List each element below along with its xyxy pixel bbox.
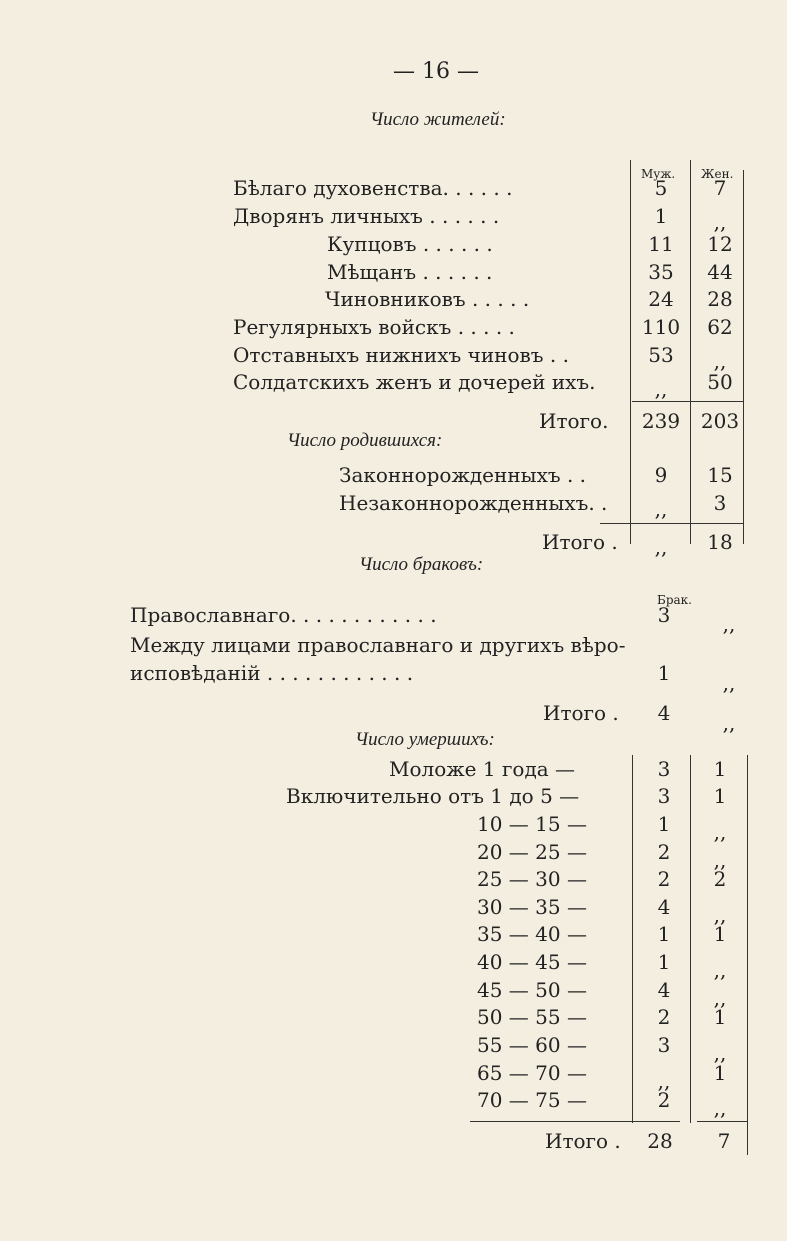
- male-value: 1: [657, 812, 671, 836]
- male-value: 35: [648, 260, 674, 284]
- female-value: 3: [713, 491, 727, 515]
- residents-total-rule: [632, 401, 744, 402]
- female-value: ,,: [713, 349, 727, 373]
- male-value: 110: [641, 315, 681, 339]
- female-value: ,,: [713, 820, 727, 844]
- male-value: 2: [657, 840, 671, 864]
- list-item-label: Незаконнорожденныхъ. .: [339, 491, 608, 515]
- female-value: 12: [707, 232, 733, 256]
- col-male-header: Муж.: [641, 167, 676, 181]
- female-value: ,,: [713, 1096, 727, 1120]
- female-value: ,,: [713, 1041, 727, 1065]
- list-item-label: Дворянъ личныхъ . . . . . .: [233, 204, 500, 228]
- male-value: 3: [657, 1033, 671, 1057]
- list-item-label: Включительно отъ 1 до 5 —: [286, 784, 580, 808]
- col-female-header: Жен.: [701, 167, 734, 181]
- list-item-label: исповѣданій . . . . . . . . . . . .: [130, 661, 414, 685]
- deaths-col-divider: [632, 755, 633, 1123]
- deaths-heading: Число умершихъ:: [355, 729, 495, 750]
- list-item-label: Отставныхъ нижнихъ чиновъ . .: [233, 343, 569, 367]
- col-marriages-header: Брак.: [657, 593, 692, 607]
- list-item-label: 20 — 25 —: [477, 840, 587, 864]
- list-item-label: 70 — 75 —: [477, 1088, 587, 1112]
- list-item-label: Законнорожденныхъ . .: [339, 463, 587, 487]
- residents-heading: Число жителей:: [370, 109, 506, 130]
- male-value: 1: [657, 950, 671, 974]
- female-value: 62: [707, 315, 733, 339]
- residents-total-male: 239: [641, 409, 681, 433]
- list-item-label: Солдатскихъ женъ и дочерей ихъ.: [233, 370, 596, 394]
- male-value: 11: [648, 232, 674, 256]
- list-item-label: 10 — 15 —: [477, 812, 587, 836]
- list-item-label: 40 — 45 —: [477, 950, 587, 974]
- deaths-total-rule-2: [697, 1121, 747, 1122]
- marriages-value: 3: [657, 603, 671, 627]
- list-item-label: Купцовъ . . . . . .: [327, 232, 493, 256]
- list-item-label: Регулярныхъ войскъ . . . . .: [233, 315, 515, 339]
- female-value: ,,: [713, 848, 727, 872]
- births-total-label: Итого .: [542, 530, 618, 554]
- female-value: 1: [713, 757, 727, 781]
- deaths-total-male: 28: [647, 1129, 673, 1153]
- marriages-extra: ,,: [722, 612, 736, 636]
- residents-total-female: 203: [700, 409, 740, 433]
- female-value: 2: [713, 867, 727, 891]
- marriages-total-label: Итого .: [543, 701, 619, 725]
- marriages-heading: Число браковъ:: [359, 554, 484, 575]
- list-item-label: 55 — 60 —: [477, 1033, 587, 1057]
- male-value: 24: [648, 287, 674, 311]
- female-value: ,,: [713, 210, 727, 234]
- list-item-label: 45 — 50 —: [477, 978, 587, 1002]
- female-value: ,,: [713, 958, 727, 982]
- male-value: 5: [654, 176, 668, 200]
- births-total-female: 18: [707, 530, 733, 554]
- residents-total-label: Итого.: [539, 409, 609, 433]
- deaths-right-border: [747, 755, 748, 1155]
- list-item-label: Чиновниковъ . . . . .: [325, 287, 530, 311]
- male-value: 2: [657, 867, 671, 891]
- female-value: 44: [707, 260, 733, 284]
- list-item-label: 25 — 30 —: [477, 867, 587, 891]
- female-value: 50: [707, 370, 733, 394]
- male-value: 4: [657, 895, 671, 919]
- male-value: ,,: [654, 377, 668, 401]
- list-item-label: 30 — 35 —: [477, 895, 587, 919]
- female-value: ,,: [713, 903, 727, 927]
- female-value: 1: [713, 1005, 727, 1029]
- marriages-value: 1: [657, 661, 671, 685]
- female-value: 1: [713, 922, 727, 946]
- deaths-total-female: 7: [717, 1129, 731, 1153]
- list-item-label: 65 — 70 —: [477, 1061, 587, 1085]
- female-value: 15: [707, 463, 733, 487]
- female-value: 28: [707, 287, 733, 311]
- page-number: — 16 —: [393, 59, 479, 84]
- deaths-total-rule: [470, 1121, 680, 1122]
- births-total-male: ,,: [654, 535, 668, 559]
- male-value: 9: [654, 463, 668, 487]
- female-value: 1: [713, 784, 727, 808]
- male-value: 53: [648, 343, 674, 367]
- marriages-total-value: 4: [657, 701, 671, 725]
- male-value: 3: [657, 757, 671, 781]
- marriages-extra: ,,: [722, 671, 736, 695]
- male-value: ,,: [657, 1069, 671, 1093]
- list-item-label: Моложе 1 года —: [389, 757, 576, 781]
- male-value: 1: [654, 204, 668, 228]
- female-value: 7: [713, 176, 727, 200]
- male-value: 3: [657, 784, 671, 808]
- list-item-label: Мѣщанъ . . . . . .: [327, 260, 493, 284]
- female-value: 1: [713, 1061, 727, 1085]
- marriages-total-extra: ,,: [722, 711, 736, 735]
- births-total-rule: [600, 523, 744, 524]
- list-item-label: Бѣлаго духовенства. . . . . .: [233, 176, 513, 200]
- list-item-label: 50 — 55 —: [477, 1005, 587, 1029]
- list-item-label: Православнаго. . . . . . . . . . . .: [130, 603, 437, 627]
- births-heading: Число родившихся:: [287, 430, 443, 451]
- list-item-label: 35 — 40 —: [477, 922, 587, 946]
- male-value: 4: [657, 978, 671, 1002]
- deaths-total-label: Итого .: [545, 1129, 621, 1153]
- male-value: 2: [657, 1005, 671, 1029]
- list-item-label: Между лицами православнаго и другихъ вѣро-: [130, 633, 626, 657]
- male-value: 1: [657, 922, 671, 946]
- male-value: 2: [657, 1088, 671, 1112]
- female-value: ,,: [713, 986, 727, 1010]
- male-value: ,,: [654, 497, 668, 521]
